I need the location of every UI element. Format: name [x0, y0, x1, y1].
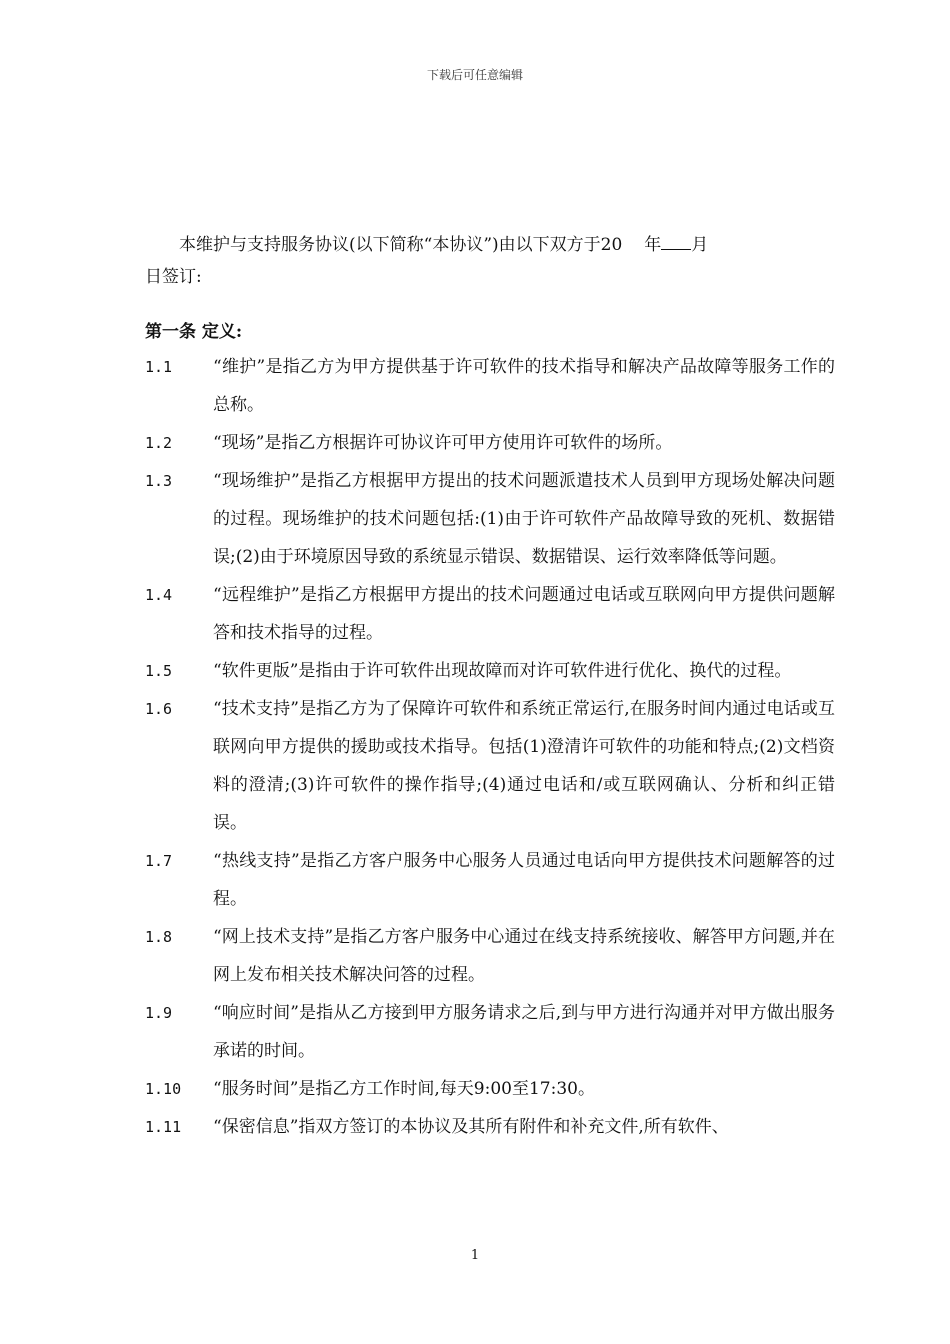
clause-number: 1.4 [145, 586, 173, 604]
clause-number: 1.8 [145, 928, 173, 946]
clause-item [145, 690, 835, 842]
clause-number: 1.11 [145, 1118, 182, 1136]
clause-number: 1.1 [145, 358, 173, 376]
intro-text-day: 日签订: [145, 267, 202, 287]
clause-item [145, 994, 835, 1070]
clause-item [145, 1070, 835, 1108]
page-number: 1 [470, 1248, 480, 1263]
clause-number: 1.5 [145, 662, 173, 680]
clause-text: “软件更版”是指由于许可软件出现故障而对许可软件进行优化、换代的过程。 [213, 661, 792, 681]
clause-item [145, 576, 835, 652]
month-blank [661, 231, 691, 250]
intro-text-year: 年 [644, 235, 662, 255]
clause-text: “保密信息”指双方签订的本协议及其所有附件和补充文件,所有软件、 [213, 1117, 729, 1137]
intro-text-part1: 本维护与支持服务协议(以下简称“本协议”)由以下双方于20 [179, 235, 623, 255]
clause-item [145, 652, 835, 690]
clause-text: “维护”是指乙方为甲方提供基于许可软件的技术指导和解决产品故障等服务工作的总称。 [213, 357, 835, 415]
clause-number: 1.9 [145, 1004, 173, 1022]
clause-text: “现场”是指乙方根据许可协议许可甲方使用许可软件的场所。 [213, 433, 673, 453]
clause-list [145, 348, 835, 1146]
clause-number: 1.3 [145, 472, 173, 490]
clause-text: “现场维护”是指乙方根据甲方提出的技术问题派遣技术人员到甲方现场处解决问题的过程。现场维护的技术问题包括:(1)由于许可软件产品故障导致的死机、数据错误;(2)由于环境原因导致的系统显示错误、数据错误、运行效率降低等问题。 [213, 471, 835, 567]
intro-paragraph [145, 229, 815, 293]
clause-item [145, 462, 835, 576]
clause-number: 1.6 [145, 700, 173, 718]
clause-text: “远程维护”是指乙方根据甲方提出的技术问题通过电话或互联网向甲方提供问题解答和技术指导的过程。 [213, 585, 835, 643]
clause-item [145, 842, 835, 918]
page-header: 下载后可任意编辑 [426, 68, 523, 82]
intro-text-month: 月 [691, 235, 709, 255]
clause-number: 1.7 [145, 852, 173, 870]
clause-text: “服务时间”是指乙方工作时间,每天9:00至17:30。 [213, 1079, 595, 1099]
section-title: 第一条 定义: [145, 322, 243, 342]
clause-number: 1.10 [145, 1080, 182, 1098]
clause-item [145, 1108, 835, 1146]
clause-item [145, 348, 835, 424]
clause-item [145, 424, 835, 462]
clause-text: “热线支持”是指乙方客户服务中心服务人员通过电话向甲方提供技术问题解答的过程。 [213, 851, 835, 909]
clause-text: “网上技术支持”是指乙方客户服务中心通过在线支持系统接收、解答甲方问题,并在网上发布相关技术解决问答的过程。 [213, 927, 835, 985]
clause-number: 1.2 [145, 434, 173, 452]
clause-text: “响应时间”是指从乙方接到甲方服务请求之后,到与甲方进行沟通并对甲方做出服务承诺的时间。 [213, 1003, 835, 1061]
clause-text: “技术支持”是指乙方为了保障许可软件和系统正常运行,在服务时间内通过电话或互联网向甲方提供的援助或技术指导。包括(1)澄清许可软件的功能和特点;(2)文档资料的澄清;(3)许可软件的操作指导;(4)通过电话和/或互联网确认、分析和纠正错误。 [213, 699, 835, 833]
clause-item [145, 918, 835, 994]
